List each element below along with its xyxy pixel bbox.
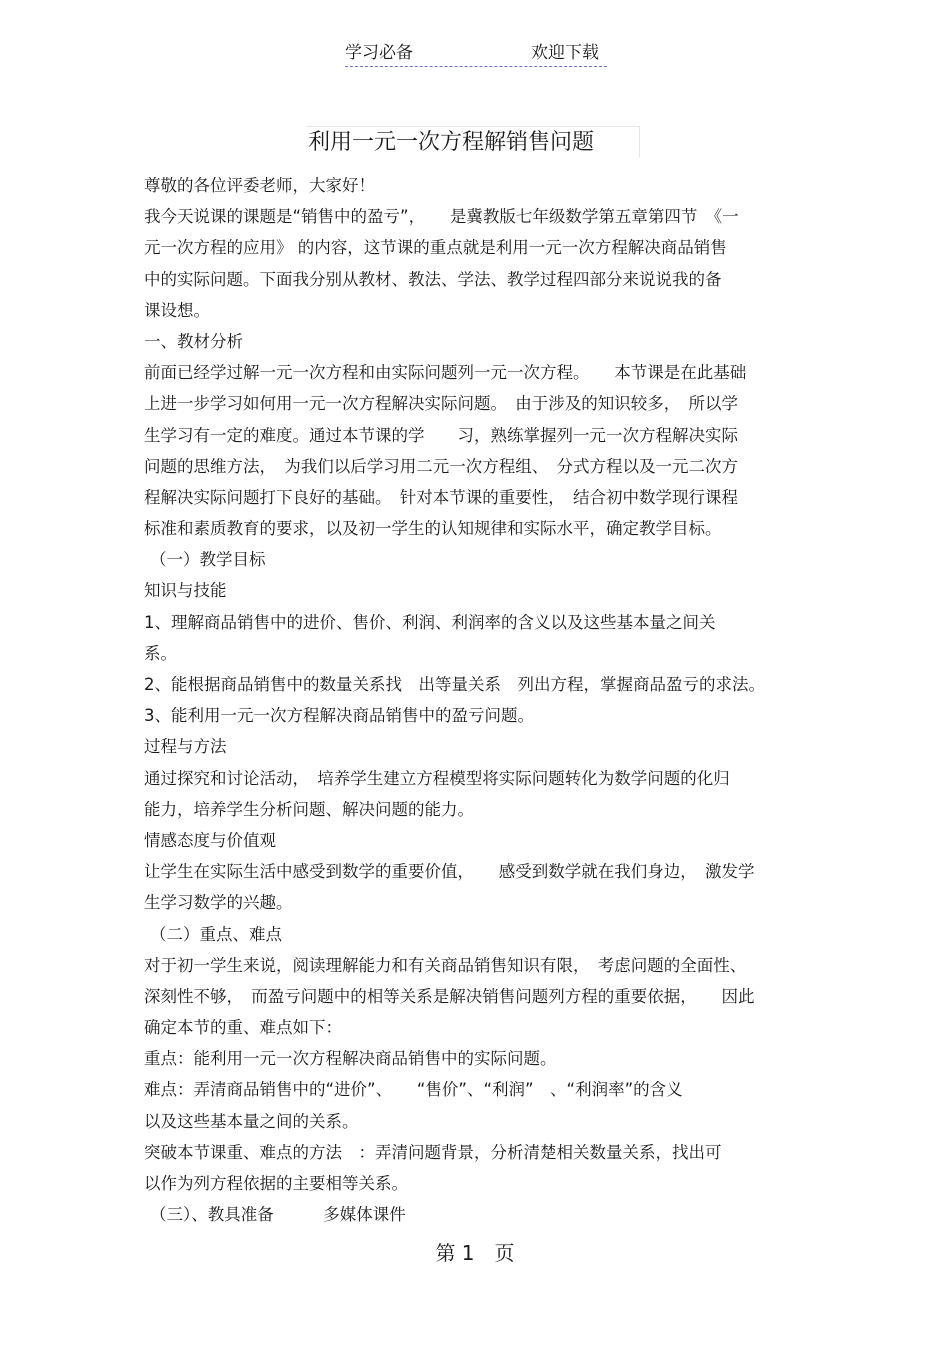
body-line: 难点：弄清商品销售中的“进价”、 “售价”、“利润” 、“利润率”的含义: [144, 1080, 683, 1100]
document-title: 利用一元一次方程解销售问题: [306, 126, 640, 158]
body-line: 2、能根据商品销售中的数量关系找 出等量关系 列出方程，掌握商品盈亏的求法。: [144, 675, 765, 694]
page-number: 第 1 页: [435, 1241, 515, 1265]
section-heading: 一、教材分析: [144, 331, 243, 351]
document-body: [144, 170, 809, 1230]
body-line: 1、理解商品销售中的进价、售价、利润、利润率的含义以及这些基本量之间关: [144, 612, 716, 632]
body-line: 中的实际问题。下面我分别从教材、教法、学法、教学过程四部分来说说我的备: [144, 269, 722, 289]
subsection-heading: （一）教学目标: [150, 550, 266, 570]
body-line: 生学习数学的兴趣。: [144, 893, 293, 913]
body-line: 尊敬的各位评委老师，大家好！: [144, 176, 375, 195]
body-line: 课设想。: [144, 300, 210, 320]
body-line: 标准和素质教育的要求，以及初一学生的认知规律和实际水平，确定教学目标。: [144, 519, 722, 539]
page-header: [345, 40, 607, 67]
body-line: 上进一步学习如何用一元一次方程解决实际问题。 由于涉及的知识较多， 所以学: [144, 394, 738, 414]
header-left-text: 学习必备: [345, 43, 413, 63]
body-line: 确定本节的重、难点如下：: [144, 1018, 342, 1038]
header-right-text: 欢迎下载: [531, 43, 599, 63]
body-line: 对于初一学生来说，阅读理解能力和有关商品销售知识有限， 考虑问题的全面性、: [144, 955, 747, 975]
body-line: 以及这些基本量之间的关系。: [144, 1111, 359, 1131]
subheading: 知识与技能: [144, 581, 227, 601]
body-line: 前面已经学过解一元一次方程和由实际问题列一元一次方程。 本节课是在此基础: [144, 363, 747, 383]
body-line: 重点：能利用一元一次方程解决商品销售中的实际问题。: [144, 1049, 557, 1069]
body-line: 系。: [144, 643, 177, 663]
body-line: 问题的思维方法， 为我们以后学习用二元一次方程组、 分式方程以及一元二次方: [144, 456, 738, 476]
body-line: 3、能利用一元一次方程解决商品销售中的盈亏问题。: [144, 706, 534, 726]
body-line: 元一次方程的应用》 的内容，这节课的重点就是利用一元一次方程解决商品销售: [144, 238, 727, 258]
body-line: 程解决实际问题打下良好的基础。 针对本节课的重要性， 结合初中数学现行课程: [144, 487, 738, 507]
body-line: 深刻性不够， 而盈亏问题中的相等关系是解决销售问题列方程的重要依据， 因此: [144, 986, 755, 1006]
subsection-heading: （二）重点、难点: [150, 924, 282, 944]
body-line: 以作为列方程依据的主要相等关系。: [144, 1174, 408, 1193]
subsection-heading: （三）、教具准备 多媒体课件: [150, 1205, 406, 1225]
body-line: 通过探究和讨论活动， 培养学生建立方程模型将实际问题转化为数学问题的化归: [144, 768, 730, 788]
body-line: 我今天说课的课题是“销售中的盈亏”， 是冀教版七年级数学第五章第四节 《一: [144, 207, 739, 227]
body-line: 生学习有一定的难度。通过本节课的学 习，熟练掌握列一元一次方程解决实际: [144, 425, 738, 445]
body-line: 让学生在实际生活中感受到数学的重要价值， 感受到数学就在我们身边， 激发学: [144, 862, 755, 882]
body-line: 能力，培养学生分析问题、解决问题的能力。: [144, 799, 474, 819]
subheading: 情感态度与价值观: [144, 830, 276, 850]
subheading: 过程与方法: [144, 737, 227, 757]
body-line: 突破本节课重、难点的方法 ：弄清问题背景，分析清楚相关数量关系，找出可: [144, 1142, 722, 1162]
